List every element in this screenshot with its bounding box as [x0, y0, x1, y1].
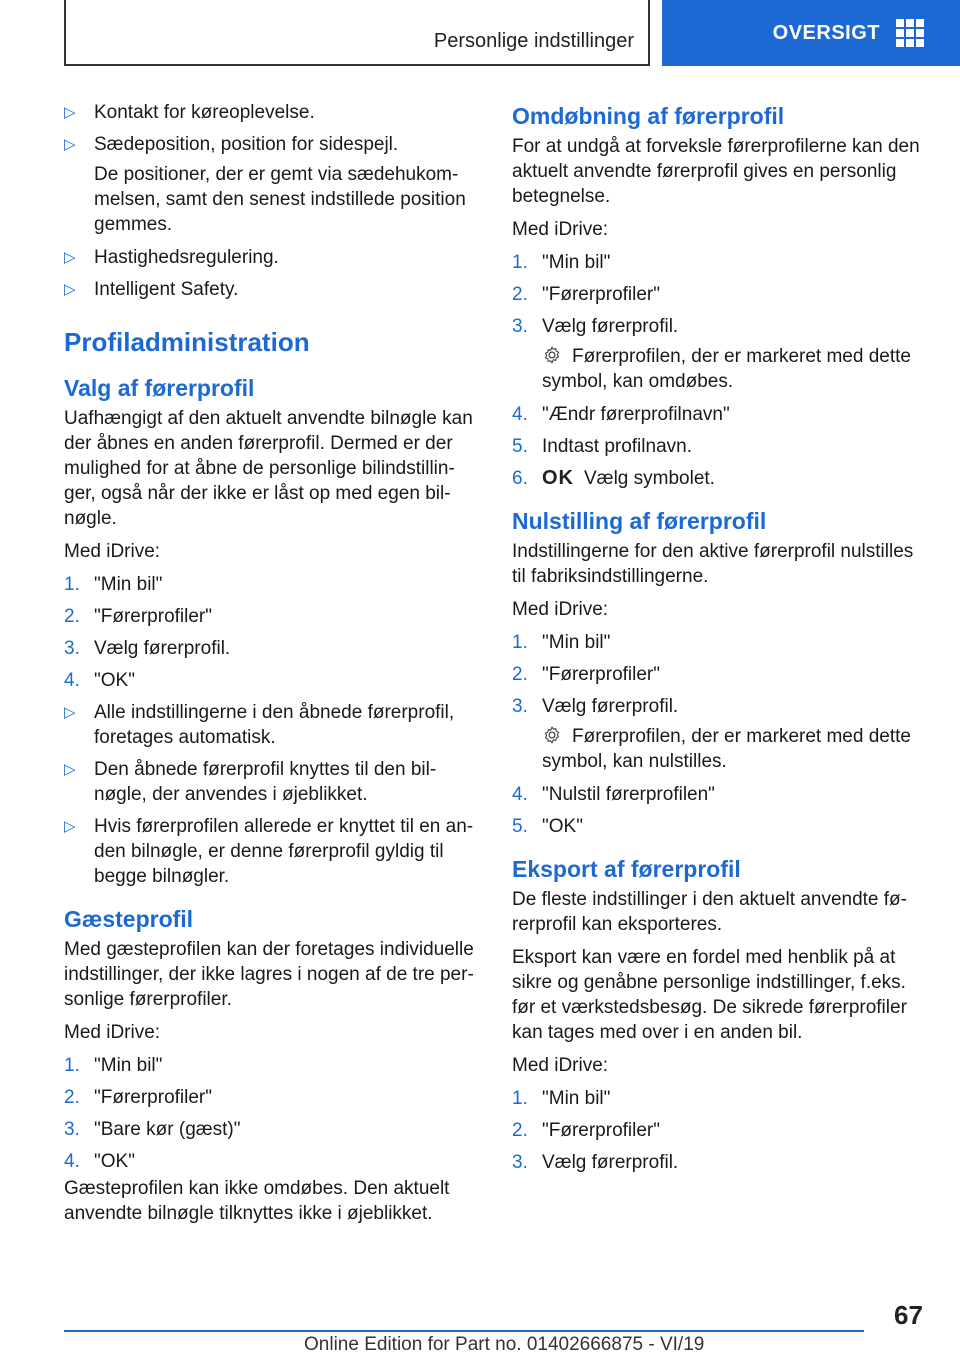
step-item: 2. "Førerprofiler" [64, 606, 212, 627]
export-steps [512, 1086, 922, 1175]
step-item: 1. "Min bil" [512, 1088, 611, 1109]
select-bullets [64, 700, 480, 889]
footer-edition: Online Edition for Part no. 01402666875 - VI/19 [304, 1334, 705, 1355]
step-item: 4. "OK" [64, 1151, 135, 1172]
paragraph: Eksport kan være en fordel med henblik på at sikre og genåbne personlige indstillinger, f.eks. før et værkstedsbesøg. De sikrede førerprofiler kan tages med over i en anden bil. [512, 947, 907, 1043]
section-tab[interactable] [64, 0, 650, 66]
step-item: 3. Vælg førerprofil. [512, 1152, 679, 1173]
triangle-bullet-icon: ▷ [64, 761, 76, 778]
step-item: 1. "Min bil" [512, 252, 611, 273]
gear-icon [542, 725, 562, 745]
triangle-bullet-icon: ▷ [64, 136, 76, 153]
paragraph: For at undgå at forveksle førerprofilerne kan den aktuelt anvendte førerprofil gives en personlig betegnelse. [512, 136, 920, 207]
list-item: ▷ Hvis førerprofilen allerede er knyttet til en anden bilnøgle, er denne førerprofil gyldig til begge bilnøgler. [64, 816, 474, 887]
step-item: 2. "Førerprofiler" [512, 664, 660, 685]
overview-label: OVERSIGT [772, 21, 880, 44]
heading-select-profile: Valg af førerprofil [64, 375, 255, 401]
step-item: 3. "Bare kør (gæst)" [64, 1119, 241, 1140]
paragraph: Uafhængigt af den aktuelt anvendte bilnøgle kan der åbnes en anden førerprofil. Dermed er der mulighed for at åbne de personlige bilindstillinger, også når der ikke er låst op med egen bilnøgle. [64, 408, 473, 529]
step-item: 3. Vælg førerprofil. [64, 638, 231, 659]
list-item: ▷ Alle indstillingerne i den åbnede førerprofil, foretages automatisk. [64, 702, 455, 748]
reset-note: Førerprofilen, der er markeret med dette symbol, kan nulstilles. [542, 726, 911, 772]
ok-symbol-icon: OK [542, 467, 574, 489]
guest-steps [64, 1053, 480, 1174]
rename-steps [512, 250, 922, 339]
step-item: 5. Indtast profilnavn. [512, 436, 692, 457]
list-item: ▷ Kontakt for køreoplevelse. [64, 102, 315, 123]
step-item: 5. "OK" [512, 816, 583, 837]
grid-icon [896, 19, 924, 47]
step-item: 4. "Nulstil førerprofilen" [512, 784, 715, 805]
step-item: 3. Vælg førerprofil. [512, 316, 679, 337]
heading-reset-profile: Nulstilling af førerprofil [512, 508, 767, 534]
paragraph: Indstillingerne for den aktive førerprofil nulstilles til fabriksindstillingerne. [512, 541, 914, 587]
idrive-label: Med iDrive: [512, 219, 609, 240]
list-item: ▷ Hastighedsregulering. [64, 247, 279, 268]
idrive-label: Med iDrive: [64, 541, 161, 562]
triangle-bullet-icon: ▷ [64, 704, 76, 721]
settings-list-2 [64, 245, 480, 302]
overview-button[interactable] [662, 0, 960, 66]
list-item: ▷ Sædeposition, position for sidespejl. [64, 134, 399, 155]
page-header [0, 0, 960, 66]
triangle-bullet-icon: ▷ [64, 818, 76, 835]
triangle-bullet-icon: ▷ [64, 281, 76, 298]
list-item: ▷ Den åbnede førerprofil knyttes til den bilnøgle, der anvendes i øjeblikket. [64, 759, 437, 805]
section-title: Personlige indstillinger [433, 30, 634, 52]
idrive-label: Med iDrive: [512, 1055, 609, 1076]
left-column [64, 100, 480, 1234]
paragraph: De fleste indstillinger i den aktuelt anvendte førerprofil kan eksporteres. [512, 889, 907, 935]
footer-divider [64, 1330, 864, 1332]
step-item: 1. "Min bil" [512, 632, 611, 653]
reset-steps [512, 630, 922, 719]
heading-export-profile: Eksport af førerprofil [512, 856, 741, 882]
step-item: 2. "Førerprofiler" [512, 1120, 660, 1141]
step-item: 4. "OK" [64, 670, 135, 691]
settings-list [64, 100, 480, 157]
seat-note: De positioner, der er gemt via sædehukommelsen, samt den senest indstillede position gemmes. [94, 164, 466, 235]
step-item: 6. OK Vælg symbolet. [512, 467, 715, 489]
idrive-label: Med iDrive: [512, 599, 609, 620]
step-item: 2. "Førerprofiler" [512, 284, 660, 305]
paragraph: Med gæsteprofilen kan der foretages individuelle indstillinger, der ikke lagres i nogen af de tre personlige førerprofiler. [64, 939, 474, 1010]
step-item: 4. "Ændr førerprofilnavn" [512, 404, 730, 425]
page-number: 67 [894, 1300, 923, 1330]
step-item: 2. "Førerprofiler" [64, 1087, 212, 1108]
idrive-label: Med iDrive: [64, 1022, 161, 1043]
select-steps [64, 572, 480, 693]
gear-icon [542, 345, 562, 365]
right-column [512, 102, 922, 1182]
triangle-bullet-icon: ▷ [64, 249, 76, 266]
heading-profile-admin: Profiladministration [64, 327, 310, 357]
triangle-bullet-icon: ▷ [64, 104, 76, 121]
step-item: 1. "Min bil" [64, 574, 163, 595]
paragraph: Gæsteprofilen kan ikke omdøbes. Den aktuelt anvendte bilnøgle tilknyttes ikke i øjeblikket. [64, 1178, 450, 1224]
step-item: 3. Vælg førerprofil. [512, 696, 679, 717]
list-item: ▷ Intelligent Safety. [64, 279, 239, 300]
rename-steps-2 [512, 402, 922, 491]
heading-rename-profile: Omdøbning af førerprofil [512, 103, 785, 129]
heading-guest-profile: Gæsteprofil [64, 906, 194, 932]
step-item: 1. "Min bil" [64, 1055, 163, 1076]
reset-steps-2 [512, 782, 922, 839]
rename-note: Førerprofilen, der er markeret med dette symbol, kan omdøbes. [542, 346, 911, 392]
